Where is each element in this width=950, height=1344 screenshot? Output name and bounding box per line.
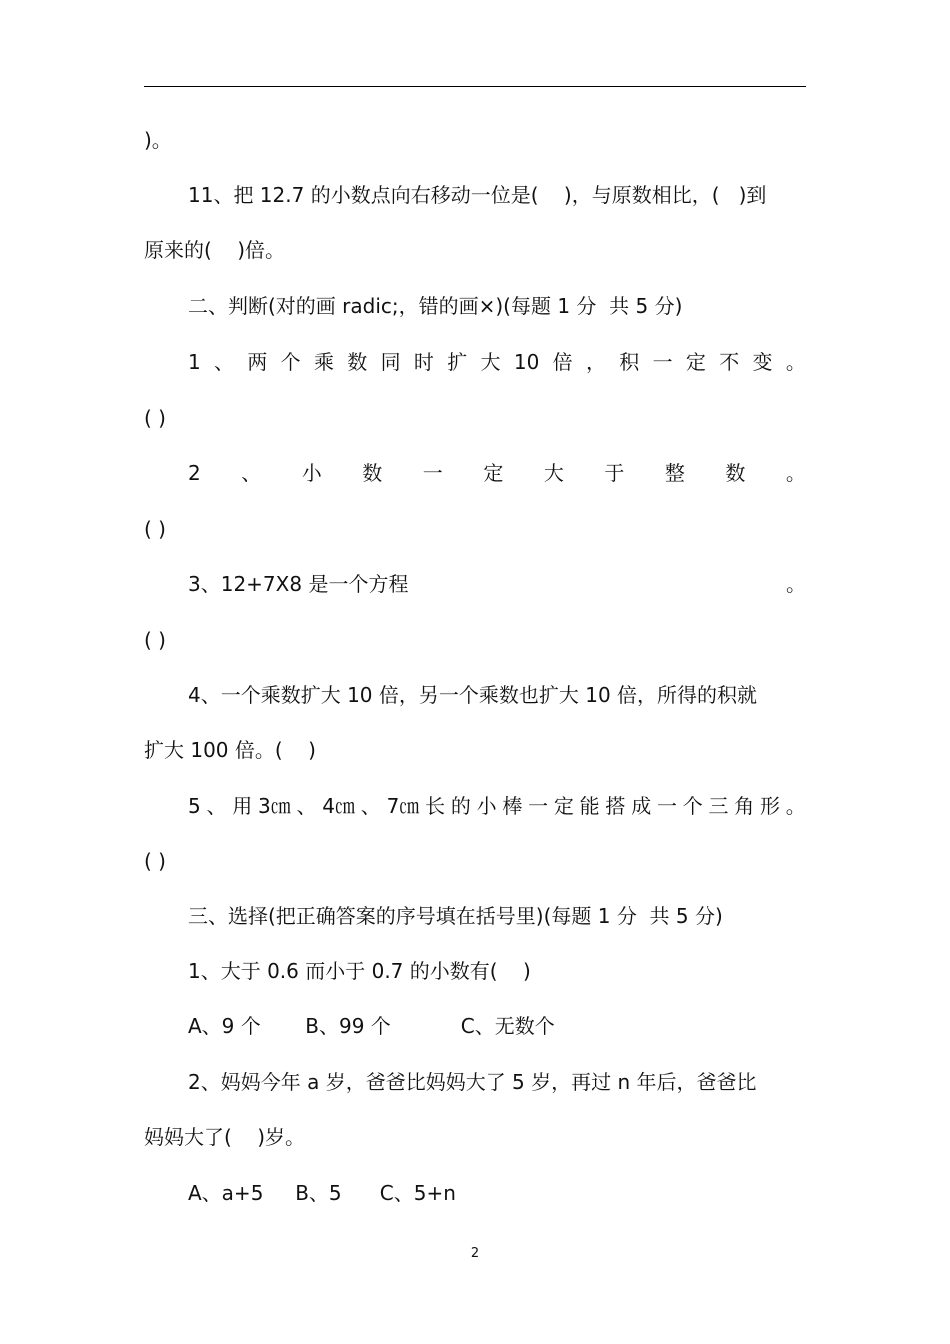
choice-question-1: 1、大于 0.6 而小于 0.7 的小数有( ) — [188, 959, 531, 983]
judge-question-1: 1 、 两 个 乘 数 同 时 扩 大 10 倍 ， 积 一 定 不 变 。 — [188, 350, 806, 374]
header-rule — [144, 86, 806, 87]
judge-question-3: 3、12+7X8 是一个方程 。 — [188, 572, 806, 596]
page-number: 2 — [470, 1246, 480, 1261]
answer-blank: ( ) — [144, 628, 166, 652]
judge-question-5: 5 、 用 3㎝ 、 4㎝ 、 7㎝ 长 的 小 棒 一 定 能 搭 成 一 个 三 角 形 。 — [188, 794, 806, 818]
answer-blank: ( ) — [144, 849, 166, 873]
judge-question-2: 2 、 小 数 一 定 大 于 整 数 。 — [188, 461, 806, 485]
choice-options-1: A、9 个 B、99 个 C、无数个 — [188, 1014, 555, 1038]
answer-blank: ( ) — [144, 517, 166, 541]
judge-question-4: 4、一个乘数扩大 10 倍，另一个乘数也扩大 10 倍，所得的积就 — [188, 683, 758, 707]
text-line: 妈妈大了( )岁。 — [144, 1125, 306, 1149]
choice-question-2: 2、妈妈今年 a 岁，爸爸比妈妈大了 5 岁，再过 n 年后，爸爸比 — [188, 1070, 757, 1094]
text-line: )。 — [144, 128, 172, 152]
choice-options-2: A、a+5 B、5 C、5+n — [188, 1181, 456, 1205]
section-heading-choice: 三、选择(把正确答案的序号填在括号里)(每题 1 分 共 5 分) — [188, 904, 723, 928]
text-line: 原来的( )倍。 — [144, 238, 286, 262]
text-line: 扩大 100 倍。( ) — [144, 738, 316, 762]
section-heading-judge: 二、判断(对的画 radic;，错的画×)(每题 1 分 共 5 分) — [188, 294, 683, 318]
question-11: 11、把 12.7 的小数点向右移动一位是( )，与原数相比，( )到 — [188, 183, 767, 207]
answer-blank: ( ) — [144, 406, 166, 430]
